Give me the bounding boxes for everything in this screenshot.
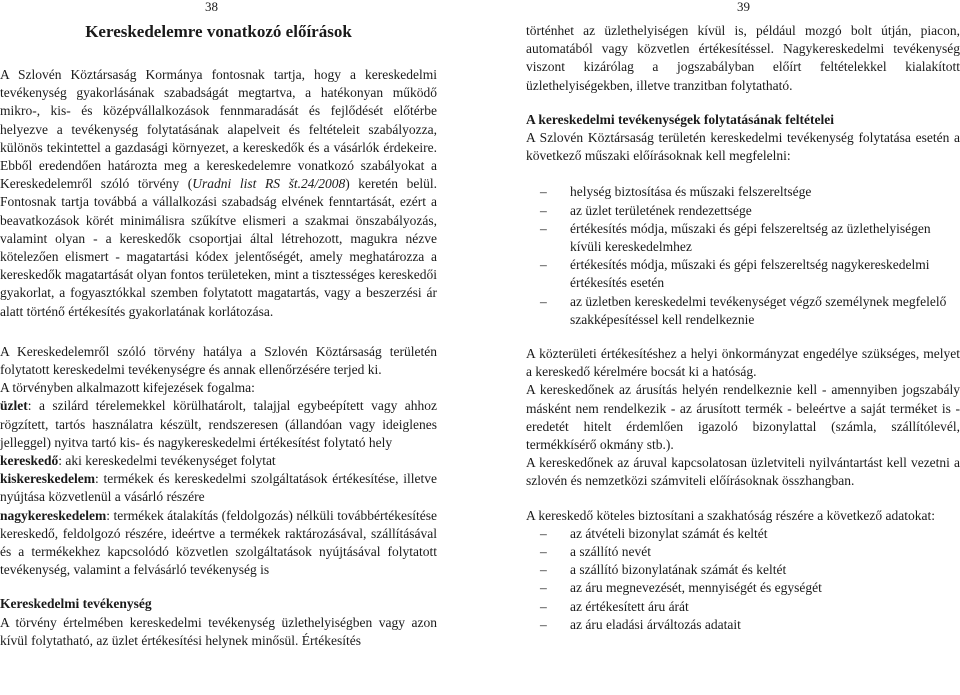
scope-paragraph: A Kereskedelemről szóló törvény hatálya a Szlovén Köztársaság területén folytatott kereskedelmi tevékenységre és annak ellenőrzésére terjed ki.	[0, 343, 437, 378]
definitions-intro: A törvényben alkalmazott kifejezések fogalma:	[0, 380, 255, 396]
definition-kiskereskedelem: kiskereskedelem: termékek és kereskedelmi szolgáltatások értékesítése, illetve nyújtása közvetlenül a vásárló részére	[0, 471, 437, 505]
list-item: – az üzletben kereskedelmi tevékenységet végző személynek megfelelő szakképesítéssel kell rendelkeznie	[526, 293, 960, 329]
page-number-right: 39	[737, 0, 750, 14]
definition-uzlet: üzlet: a szilárd térelemekkel körülhatárolt, talajjal egybeépített vagy ahhoz rögzített, tartós használatra készült, rendszeresen (állandóan vagy ideiglenes jelleggel) nyitva tartó kis- és nagykereskedelmi értékesítést folytató hely	[0, 398, 437, 450]
definition-nagykereskedelem: nagykereskedelem: termékek átalakítás (feldolgozás) nélküli továbbértékesítése kereskedő, feldolgozó részére, ideértve a termékek raktározásával, szállításával és a termékekhez kapcsolódó közvetlen szolgáltatások nyújtásával folytatott tevékenység, valamint a felvásárló tevékenység is	[0, 507, 437, 578]
intro-paragraph: A Szlovén Köztársaság Kormánya fontosnak tartja, hogy a kereskedelmi tevékenység gyakorlásának szabadságát megtartva, a hatékonyan működő mikro-, kis- és középvállalkozások fennmaradását és fejlődését előtérbe helyezve a tevékenység folytatásának alapelveit és feltételeit szabályozza, különös tekintettel a gazdasági környezet, a kereskedők és a vásárlók érdekeire. Ebből eredendően határozta meg a kereskedelemre vonatkozó szabályokat a Kereskedelemről szóló törvény (Uradni list RS št.24/2008) keretén belül. Fontosnak tartja továbbá a vállalkozási szabadság elvének fenntartását, ezért a beavatkozások körét minimálisra szűkítve elismeri a szakmai önszabályozás, valamint olyan - a kereskedők csoportjai által létrehozott, magukra nézve kötelezően elismert - magatartási kódex jelentőségét, amely meghatározza a kereskedők magatartását olyan fontos területeken, mint a tisztességes kereskedői gyakorlat, a fogyasztókkal szemben folytatott magatartás, vagy a beszerzési ár alatt történő értékesítés gyakorlatának korlátozása.	[0, 67, 437, 319]
list-item: – az áru eladási árváltozás adatait	[526, 616, 960, 634]
section-heading-feltetelek: A kereskedelmi tevékenységek folytatásának feltételei	[526, 111, 834, 127]
list-item: – az átvételi bizonylat számát és keltét	[526, 525, 960, 543]
law-reference: Uradni list RS št.24/2008	[192, 176, 346, 192]
list-item: – a szállító bizonylatának számát és keltét	[526, 561, 960, 579]
public-area-paragraph: A közterületi értékesítéshez a helyi önkormányzat engedélye szükséges, melyet a kereskedő kérelmére bocsát ki a hatóság.	[526, 346, 960, 380]
list-item: – helység biztosítása és műszaki felszereltsége	[526, 183, 960, 201]
requirements-list	[526, 183, 960, 329]
data-obligation-paragraph: A kereskedő köteles biztosítani a szakhatóság részére a következő adatokat:	[526, 507, 935, 523]
list-item: – az áru megnevezését, mennyiségét és egységét	[526, 579, 960, 597]
data-list	[526, 525, 960, 634]
page-title: Kereskedelemre vonatkozó előírások	[85, 22, 352, 41]
left-page	[0, 0, 437, 695]
requirements-intro: A Szlovén Köztársaság területén kereskedelmi tevékenység folytatása esetén a következő műszaki előírásoknak kell megfelelni:	[526, 130, 960, 164]
continuation-paragraph: történhet az üzlethelyiségen kívül is, például mozgó bolt útján, piacon, automatából vagy közvetlen értékesítéssel. Nagykereskedelmi tevékenység viszont kizárólag a jogszabályban előírt feltételekkel kialakított üzlethelyiségekben, illetve tranzitban folytatható.	[526, 23, 960, 93]
section-heading-kereskedelmi-tevekenyseg: Kereskedelmi tevékenység	[0, 596, 152, 612]
list-item: – értékesítés módja, műszaki és gépi felszereltség az üzlethelyiségen kívüli kereskedelmhez	[526, 220, 960, 256]
list-item: – értékesítés módja, műszaki és gépi felszereltség nagykereskedelmi értékesítés esetén	[526, 256, 960, 292]
origin-proof-paragraph: A kereskedőnek az árusítás helyén rendelkeznie kell - amennyiben jogszabály másként nem rendelkezik - az árusított termék - beleértve a saját terméket is - eredetét hitelt érdemlően igazoló bizonylattal (számla, szállítólevél, termékkísérő okmány stb.).	[526, 382, 960, 453]
activity-paragraph: A törvény értelmében kereskedelmi tevékenység üzlethelyiségben vagy azon kívül folytatható, az üzlet értékesítési helynek minősül. Értékesítés	[0, 614, 437, 648]
records-paragraph: A kereskedőnek az áruval kapcsolatosan üzletviteli nyilvántartást kell vezetni a szlovén és nemzetközi számviteli előírásoknak összhangban.	[526, 455, 960, 489]
definition-kereskedo: kereskedő: aki kereskedelmi tevékenységet folytat	[0, 453, 276, 469]
right-page	[526, 0, 960, 695]
list-item: – a szállító nevét	[526, 543, 960, 561]
list-item: – az üzlet területének rendezettsége	[526, 202, 960, 220]
page-number-left: 38	[205, 0, 218, 14]
list-item: – az értékesített áru árát	[526, 598, 960, 616]
